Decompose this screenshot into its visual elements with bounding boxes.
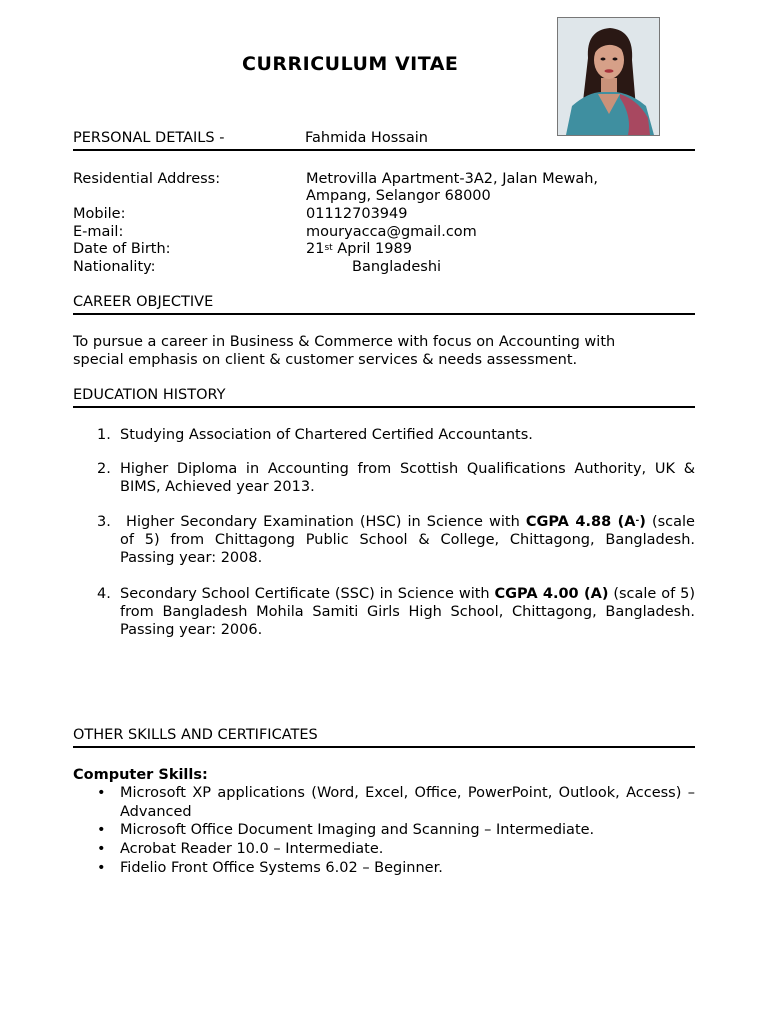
label-nationality: Nationality: [73,259,156,275]
education-item-text-pre: Higher Secondary Examination (HSC) in Science with [120,514,526,530]
computer-skills-subheading: Computer Skills: [73,767,208,783]
education-item [97,460,695,496]
education-item-text-post: (scale of 5) from Bangladesh Mohila Samiti Girls High School, Chittagong, Bangladesh. Passing year: 2006. [120,586,695,638]
grade-sup: - [635,516,640,526]
value-email: mouryacca@gmail.com [306,224,477,240]
bullet-icon: • [97,785,106,801]
education-item [97,513,695,567]
value-mobile: 01112703949 [306,206,408,222]
dob-suffix: st [324,243,333,253]
grade-end: ) [639,514,646,530]
education-item [97,585,695,639]
label-address: Residential Address: [73,171,221,187]
portrait-illustration [558,18,659,135]
personal-details-heading [73,130,695,151]
skill-bullet [97,840,695,859]
dob-month-year: April 1989 [332,241,412,257]
education-item-grade [526,514,646,530]
education-item-text [120,585,695,639]
bullet-icon: • [97,822,106,838]
applicant-name: Fahmida Hossain [305,130,428,146]
career-objective-heading: CAREER OBJECTIVE [73,294,695,315]
value-nationality: Bangladeshi [352,259,442,275]
bullet-icon: • [97,841,106,857]
value-address-line2: Ampang, Selangor 68000 [306,188,491,204]
grade-text: CGPA 4.88 (A [525,514,636,530]
education-item-number: 1. [97,427,111,443]
education-history-heading: EDUCATION HISTORY [73,387,695,408]
skill-text: Acrobat Reader 10.0 – Intermediate. [120,841,384,857]
education-item-number: 4. [97,586,111,602]
personal-details-label: PERSONAL DETAILS - [73,130,225,146]
skill-text: Fidelio Front Office Systems 6.02 – Beginner. [120,860,443,876]
document-title: CURRICULUM VITAE [242,53,459,75]
education-item-text-pre: Secondary School Certificate (SSC) in Science with [120,586,495,602]
education-item-text: Studying Association of Chartered Certified Accountants. [120,427,533,443]
bullet-icon: • [97,860,106,876]
education-item-text-post: (scale of 5) from Chittagong Public School & College, Chittagong, Bangladesh. Passing year: 2008. [120,514,695,566]
value-address-line1: Metrovilla Apartment-3A2, Jalan Mewah, [306,171,599,187]
label-email: E-mail: [73,224,124,240]
skill-text: Microsoft Office Document Imaging and Scanning – Intermediate. [120,822,595,838]
skill-bullet [97,859,695,878]
value-dob [306,241,412,258]
career-objective-text: To pursue a career in Business & Commerce with focus on Accounting with special emphasis on client & customer services & needs assessment. [73,334,616,368]
label-mobile: Mobile: [73,206,126,222]
skill-bullet [97,821,695,840]
dob-day: 21 [306,241,325,257]
education-item [97,426,695,444]
education-item-text [120,513,695,567]
education-item-number: 2. [97,461,111,477]
education-item-text: Higher Diploma in Accounting from Scottish Qualifications Authority, UK & BIMS, Achieved year 2013. [120,461,695,495]
other-skills-heading: OTHER SKILLS AND CERTIFICATES [73,727,695,748]
label-dob: Date of Birth: [73,241,171,257]
education-item-number: 3. [97,514,111,530]
skill-bullet [97,784,695,821]
profile-photo [557,17,660,136]
education-item-grade: CGPA 4.00 (A) [494,586,609,602]
skill-text: Microsoft XP applications (Word, Excel, Office, PowerPoint, Outlook, Access) – Advanced [120,785,695,820]
